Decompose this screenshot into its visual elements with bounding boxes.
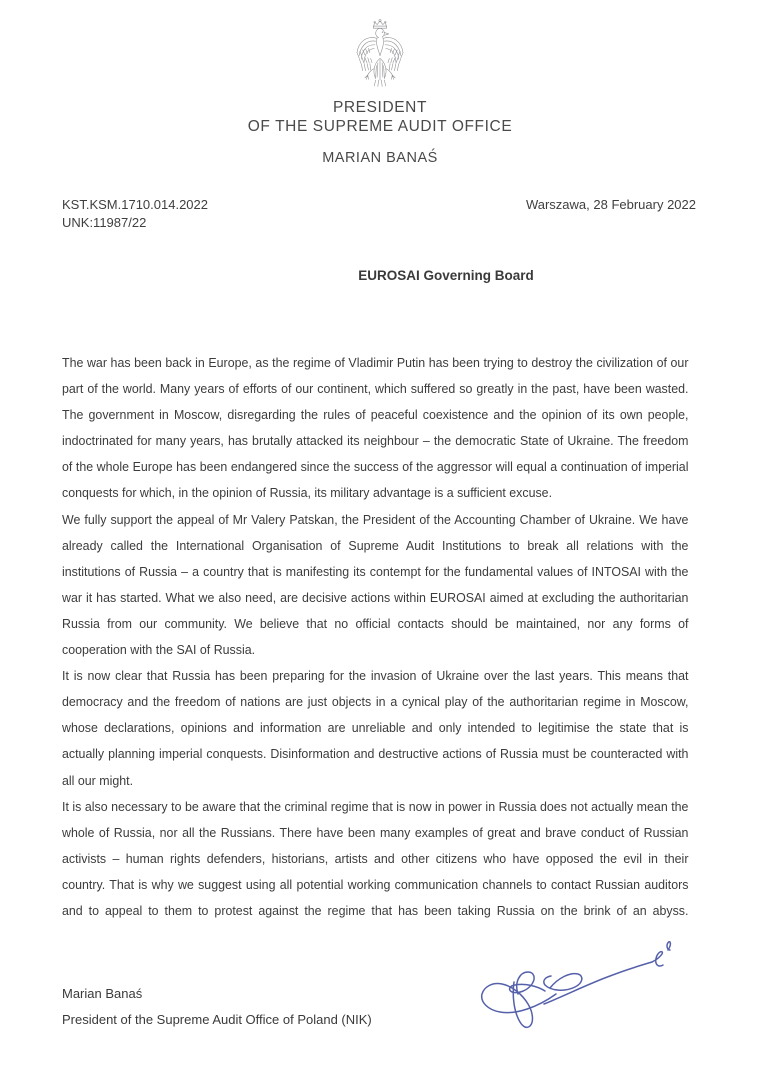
handwritten-signature xyxy=(478,928,706,1078)
emblem-container xyxy=(0,18,760,101)
letterhead-title-line2: OF THE SUPREME AUDIT OFFICE xyxy=(247,118,513,135)
registry-number: UNK:11987/22 xyxy=(62,215,147,230)
body-paragraph: The war has been back in Europe, as the regime of Vladimir Putin has been trying to destroy the civilization of our part of the world. Many years of efforts of our continent, which suffered so greatly in the past, have been wasted. The government in Moscow, disregarding the rules of peaceful coexistence and the opinion of its own people, indoctrinated for many years, has brutally attacked its neighbour – the democratic State of Ukraine. The freedom of the whole Europe has been endangered since the success of the aggressor will equal a continuation of imperial conquests for which, in the opinion of Russia, its military advantage is a sufficient excuse. xyxy=(62,356,689,501)
signatory-name: Marian Banaś xyxy=(62,986,143,1001)
body-paragraph: It is also necessary to be aware that the criminal regime that is now in power in Russia does not actually mean the whole of Russia, nor all the Russians. There have been many examples of great and brave conduct of Russian activists – human rights defenders, historians, artists and other citizens who have opposed the evil in their country. That is why we suggest using all potential working communication channels to contact Russian auditors and to appeal to them to protest against the regime that has been taking Russia on the brink of an abyss. xyxy=(62,799,689,918)
body-paragraph: We fully support the appeal of Mr Valery Patskan, the President of the Accounting Chamber of Ukraine. We have already called the International Organisation of Supreme Audit Institutions to break all relations with the institutions of Russia – a country that is manifesting its contempt for the fundamental values of INTOSAI with the war it has started. What we also need, are decisive actions within EUROSAI aimed at excluding the authoritarian Russia from our community. We believe that no official contacts should be maintained, nor any forms of cooperation with the SAI of Russia. xyxy=(62,512,689,658)
letterhead xyxy=(0,98,760,166)
addressee: EUROSAI Governing Board xyxy=(358,268,534,283)
letter-body xyxy=(62,350,688,924)
case-number: KST.KSM.1710.014.2022 xyxy=(62,197,208,212)
reference-block xyxy=(62,196,208,232)
polish-eagle-emblem xyxy=(344,18,416,96)
letterhead-person-name: MARIAN BANAŚ xyxy=(322,150,438,166)
place-and-date: Warszawa, 28 February 2022 xyxy=(525,197,696,212)
body-paragraph: It is now clear that Russia has been preparing for the invasion of Ukraine over the last years. This means that democracy and the freedom of nations are just objects in a cynical play of the authoritarian regime in Moscow, whose declarations, opinions and information are unreliable and only intended to legitimise the state that is actually planning imperial conquests. Disinformation and destructive actions of Russia must be counteracted with all our might. xyxy=(62,669,689,788)
letterhead-title-line1: PRESIDENT xyxy=(332,99,428,116)
signatory-title: President of the Supreme Audit Office of Poland (NIK) xyxy=(62,1012,372,1027)
